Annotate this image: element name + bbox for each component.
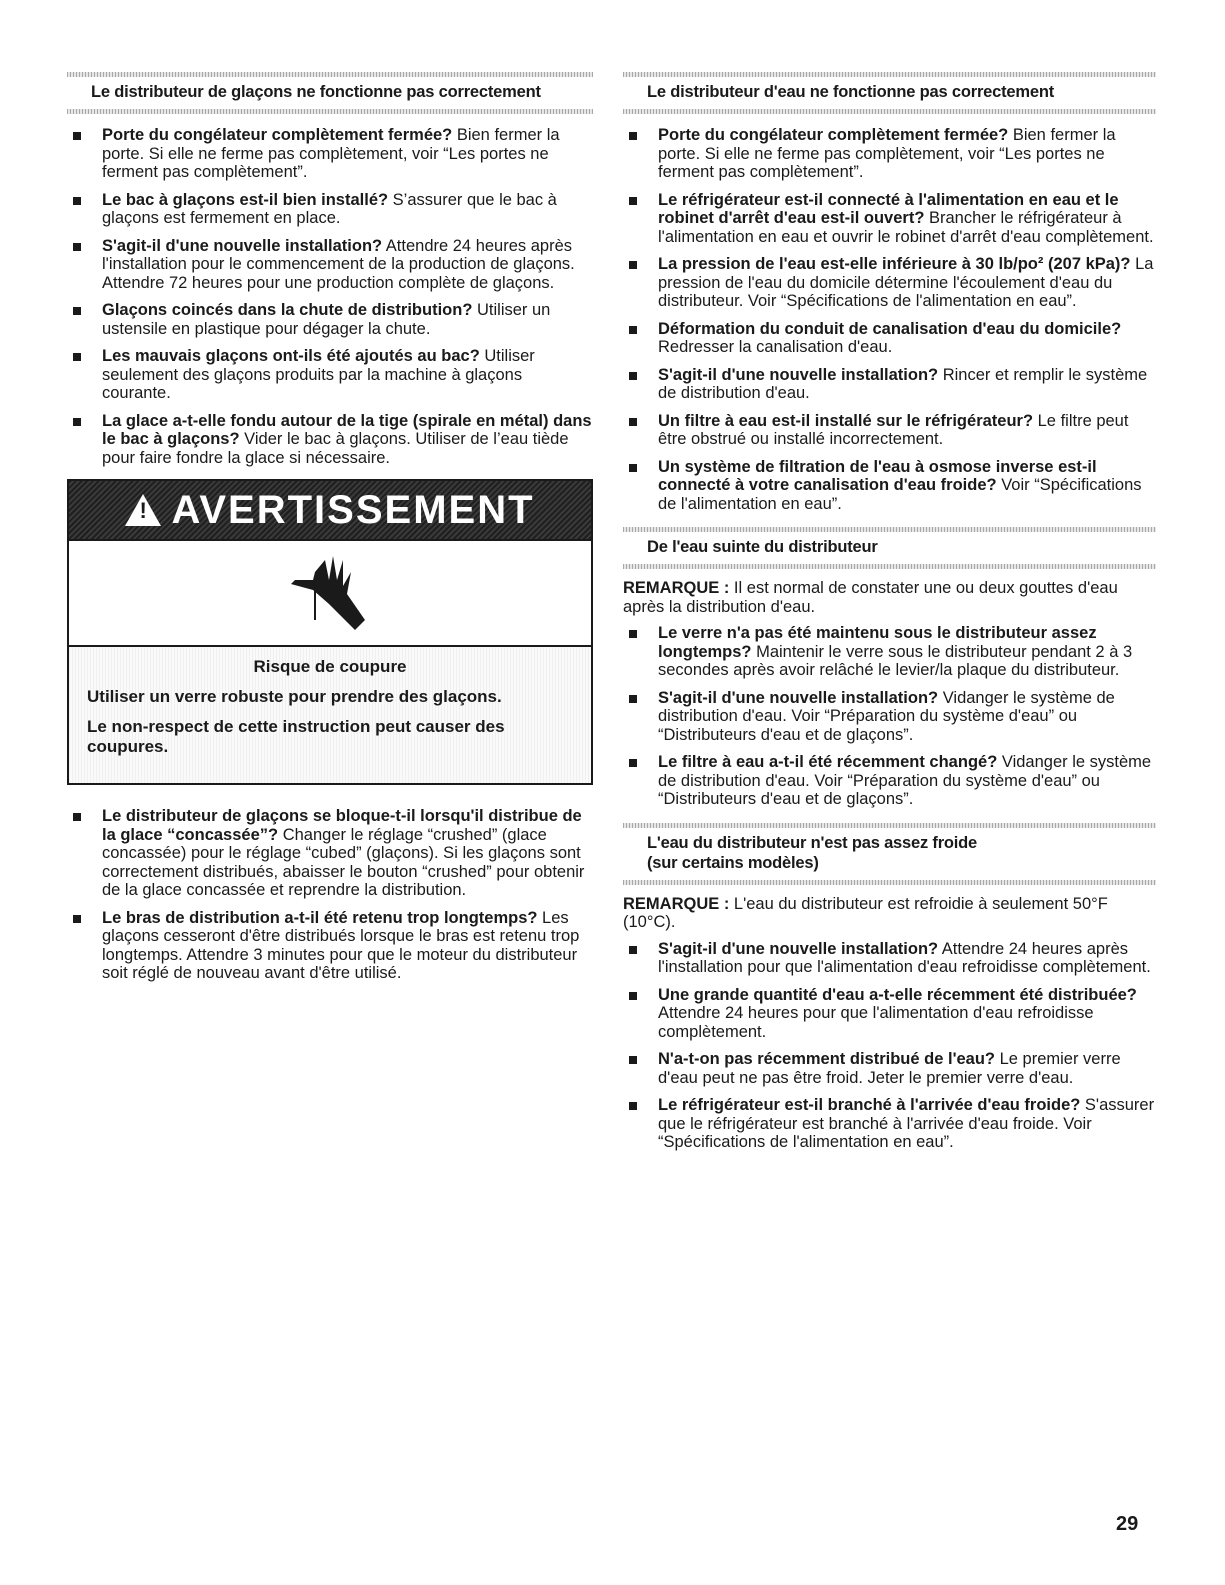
- list-item: [623, 366, 1156, 403]
- ice-dispenser-list: [67, 126, 593, 467]
- remark: [623, 895, 1156, 932]
- list-item: [623, 986, 1156, 1042]
- item-answer: Le filtre peut être obstrué ou installé incorrectement.: [658, 411, 1129, 448]
- item-answer: Utiliser un ustensile en plastique pour dégager la chute.: [102, 301, 551, 338]
- item-answer: Le premier verre d'eau peut ne pas être froid. Jeter le premier verre d'eau.: [658, 1050, 1121, 1087]
- item-question: Le réfrigérateur est-il connecté à l'alimentation en eau et le robinet d'arrêt d'eau est-il ouvert?: [658, 190, 1119, 227]
- item-answer: La pression de l'eau du domicile détermine l'écoulement d'eau du distributeur. Voir “Spécifications de l'alimentation en eau”.: [658, 255, 1154, 310]
- list-item: [623, 689, 1156, 745]
- list-item: [623, 753, 1156, 809]
- list-item: [623, 255, 1156, 311]
- item-question: Déformation du conduit de canalisation d'eau du domicile?: [658, 319, 1122, 338]
- item-answer: Vider le bac à glaçons. Utiliser de l’eau tiède pour faire fondre la glace si nécessaire.: [102, 430, 569, 467]
- section-heading-ice-dispenser: Le distributeur de glaçons ne fonctionne pas correctement: [67, 72, 593, 114]
- section-heading-water-dispenser: Le distributeur d'eau ne fonctionne pas correctement: [623, 72, 1156, 114]
- warning-consequence: Le non-respect de cette instruction peut causer des coupures.: [87, 717, 505, 756]
- item-question: S'agit-il d'une nouvelle installation?: [102, 236, 383, 255]
- item-answer: Vidanger le système de distribution d'eau. Voir “Préparation du système d'eau” ou “Distributeurs d'eau et de glaçons”.: [658, 688, 1115, 744]
- item-answer: Bien fermer la porte. Si elle ne ferme pas complètement, voir “Les portes ne ferment pas complètement”.: [658, 126, 1116, 181]
- item-answer: S’assurer que le bac à glaçons est fermement en place.: [102, 190, 557, 227]
- list-item: [67, 909, 593, 983]
- item-question: S'agit-il d'une nouvelle installation?: [658, 939, 939, 958]
- section-subtitle: (sur certains modèles): [647, 853, 819, 872]
- list-item: [623, 940, 1156, 977]
- item-answer: Vidanger le système de distribution d'eau. Voir “Préparation du système d'eau” ou “Distributeurs d'eau et de glaçons”.: [658, 753, 1152, 808]
- item-question: Un système de filtration de l'eau à osmose inverse est-il connecté à votre canalisation d'eau froide?: [658, 457, 1097, 494]
- item-question: Une grande quantité d'eau a-t-elle récemment été distribuée?: [658, 985, 1137, 1004]
- item-question: Le bac à glaçons est-il bien installé?: [102, 190, 389, 209]
- left-column: [67, 72, 593, 992]
- item-question: Le réfrigérateur est-il branché à l'arrivée d'eau froide?: [658, 1096, 1081, 1114]
- item-question: Glaçons coincés dans la chute de distribution?: [102, 301, 473, 319]
- right-column: [623, 72, 1156, 1161]
- item-answer: Bien fermer la porte. Si elle ne ferme pas complètement, voir “Les portes ne ferment pas complètement”.: [102, 126, 560, 181]
- remark-text: L'eau du distributeur est refroidie à seulement 50°F (10°C).: [623, 894, 1108, 931]
- cut-hand-icon-svg: [285, 550, 375, 636]
- list-item: [623, 1096, 1156, 1152]
- item-question: Un filtre à eau est-il installé sur le réfrigérateur?: [658, 411, 1034, 430]
- page-number: 29: [1116, 1513, 1139, 1535]
- item-answer: Attendre 24 heures après l'installation pour le commencement de la production de glaçons. Attendre 72 heures pour une production complète de glaçons.: [102, 236, 575, 292]
- water-leak-list: [623, 624, 1156, 809]
- warning-body: [69, 647, 591, 783]
- item-answer: Attendre 24 heures pour que l'alimentation d'eau refroidisse complètement.: [658, 1004, 1094, 1041]
- warning-title: AVERTISSEMENT: [171, 487, 535, 532]
- cut-hand-icon: [69, 541, 591, 647]
- warning-risk: Risque de coupure: [253, 657, 407, 676]
- item-question: Les mauvais glaçons ont-ils été ajoutés au bac?: [102, 347, 480, 365]
- section-heading-water-not-cold: [623, 823, 1156, 885]
- list-item: [623, 624, 1156, 680]
- water-not-cold-list: [623, 940, 1156, 1152]
- list-item: [623, 1050, 1156, 1087]
- list-item: [623, 458, 1156, 514]
- warning-header: [69, 481, 591, 541]
- item-answer: Attendre 24 heures après l'installation pour que l'alimentation d'eau refroidisse complètement.: [658, 939, 1151, 976]
- water-dispenser-list: [623, 126, 1156, 513]
- list-item: [67, 301, 593, 338]
- list-item: [67, 126, 593, 182]
- item-question: N'a-t-on pas récemment distribué de l'eau?: [658, 1050, 996, 1068]
- item-question: La glace a-t-elle fondu autour de la tige (spirale en métal) dans le bac à glaçons?: [102, 411, 592, 448]
- ice-dispenser-list-continued: [67, 807, 593, 983]
- item-question: Porte du congélateur complètement fermée?: [658, 126, 1009, 144]
- list-item: [67, 237, 593, 293]
- list-item: [67, 347, 593, 403]
- remark: [623, 579, 1156, 616]
- item-question: Le bras de distribution a-t-il été retenu trop longtemps?: [102, 908, 538, 927]
- item-answer: Maintenir le verre sous le distributeur pendant 2 à 3 secondes après avoir relâché le levier/la plaque du distributeur.: [658, 642, 1133, 679]
- list-item: [623, 126, 1156, 182]
- warning-triangle-icon: [125, 494, 161, 526]
- list-item: [67, 412, 593, 468]
- item-answer: Les glaçons cesseront d'être distribués lorsque le bras est retenu trop longtemps. Attendre 3 minutes pour que le moteur du distributeur soit réglé de nouveau avant d'être utilisé.: [102, 908, 580, 982]
- section-title: L'eau du distributeur n'est pas assez froide: [647, 833, 978, 852]
- item-question: La pression de l'eau est-elle inférieure à 30 lb/po² (207 kPa)?: [658, 255, 1131, 273]
- remark-label: REMARQUE :: [623, 894, 730, 913]
- item-answer: Rincer et remplir le système de distribution d'eau.: [658, 365, 1148, 402]
- item-question: Le verre n'a pas été maintenu sous le distributeur assez longtemps?: [658, 624, 1097, 661]
- item-answer: Utiliser seulement des glaçons produits par la machine à glaçons courante.: [102, 347, 535, 402]
- item-question: S'agit-il d'une nouvelle installation?: [658, 688, 939, 707]
- remark-label: REMARQUE :: [623, 579, 730, 597]
- item-answer: S'assurer que le réfrigérateur est branché à l'arrivée d'eau froide. Voir “Spécifications de l'alimentation en eau”.: [658, 1096, 1155, 1151]
- item-answer: Redresser la canalisation d'eau.: [658, 338, 893, 356]
- item-question: Le distributeur de glaçons se bloque-t-il lorsqu'il distribue de la glace “concassée”?: [102, 807, 582, 844]
- list-item: [623, 320, 1156, 357]
- warning-box: [67, 479, 593, 785]
- list-item: [67, 191, 593, 228]
- list-item: [623, 412, 1156, 449]
- section-heading-water-leak: De l'eau suinte du distributeur: [623, 527, 1156, 569]
- item-answer: Brancher le réfrigérateur à l'alimentation en eau et ouvrir le robinet d'arrêt d'eau complètement.: [658, 209, 1154, 246]
- list-item: [623, 191, 1156, 247]
- item-question: S'agit-il d'une nouvelle installation?: [658, 365, 939, 384]
- item-answer: Changer le réglage “crushed” (glace concassée) pour le réglage “cubed” (glaçons). Si les glaçons sont correctement distribués, abaisser le bouton “crushed” pour obtenir de la glace concassée et reprendre la distribution.: [102, 825, 585, 899]
- item-answer: Voir “Spécifications de l'alimentation en eau”.: [658, 476, 1142, 513]
- item-question: Porte du congélateur complètement fermée?: [102, 126, 453, 144]
- item-question: Le filtre à eau a-t-il été récemment changé?: [658, 753, 998, 771]
- list-item: [67, 807, 593, 900]
- remark-text: Il est normal de constater une ou deux gouttes d'eau après la distribution d'eau.: [623, 579, 1118, 616]
- warning-instruction: Utiliser un verre robuste pour prendre des glaçons.: [87, 687, 502, 706]
